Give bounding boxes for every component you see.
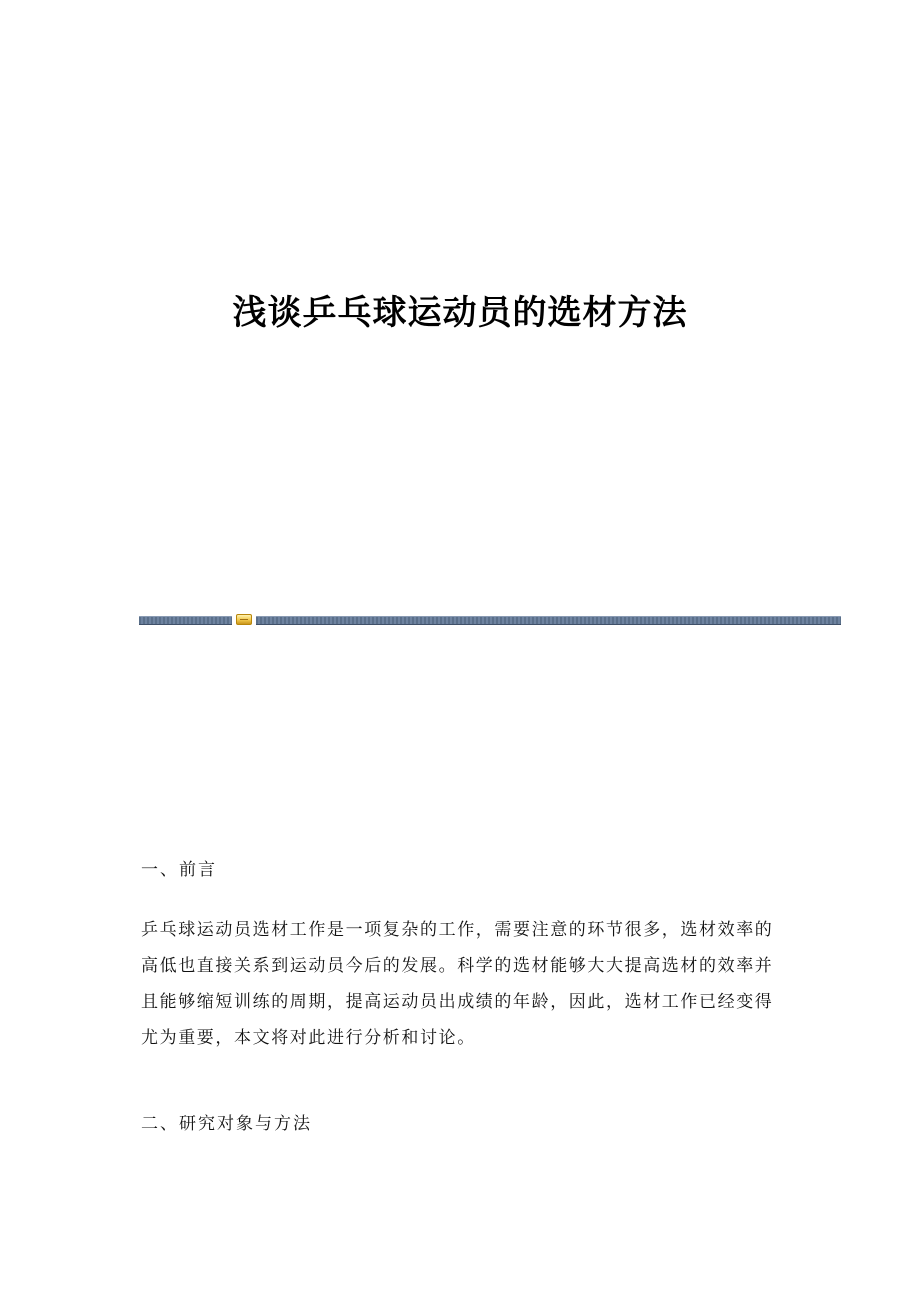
- paragraph-line: 尤为重要，本文将对此进行分析和讨论。: [141, 1028, 476, 1048]
- divider-bar-right: [256, 616, 841, 625]
- divider-bar-left: [139, 616, 232, 625]
- preface-paragraph: [141, 912, 777, 1056]
- decorative-divider: [139, 614, 841, 626]
- paragraph-line: 高低也直接关系到运动员今后的发展。科学的选材能够大大提高选材的效率并: [141, 956, 774, 976]
- paragraph-line: 且能够缩短训练的周期，提高运动员出成绩的年龄，因此，选材工作已经变得: [141, 992, 774, 1012]
- section-heading-preface: 一、前言: [141, 860, 217, 880]
- paragraph-line: 乒乓球运动员选材工作是一项复杂的工作，需要注意的环节很多，选材效率的: [141, 920, 774, 940]
- divider-ornament-icon: [236, 614, 252, 625]
- document-title: 浅谈乒乓球运动员的选材方法: [232, 292, 688, 333]
- section-heading-methods: 二、研究对象与方法: [141, 1114, 312, 1134]
